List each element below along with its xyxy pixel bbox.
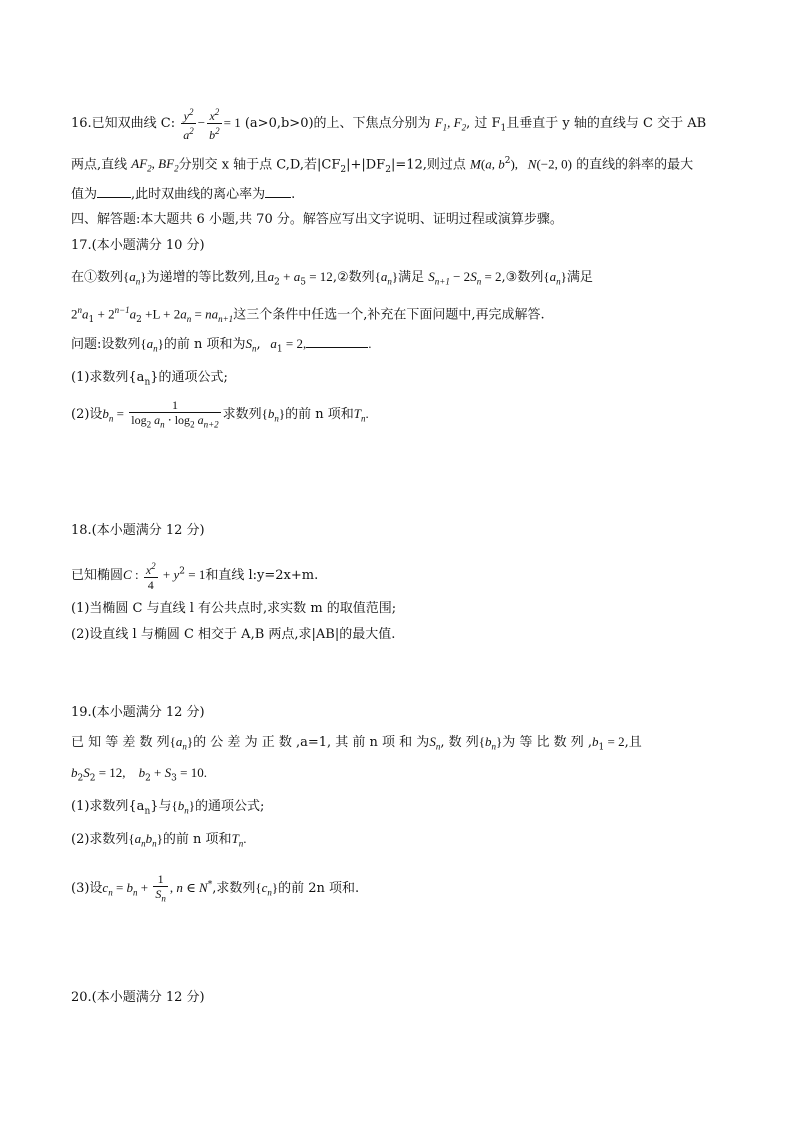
q16-line-1: 16.已知双曲线 C: $\frac{y^2}{a^2}$ − $\frac{x^2}{b^2}$ = 1 (a>0,b>0)的上、下焦点分别为 $F_1$, $F_2$, 过 $F_1$且垂直于 y 轴的直线与 C 交于 AB [71,107,707,142]
q19-text-e: ,且 [624,735,642,750]
q18-part-2: (2)设直线 l 与椭圆 C 相交于 A,B 两点,求|AB|的最大值. [71,627,396,642]
q18-title: 18.(本小题满分 12 分) [71,523,205,538]
q16-text-l2e: 的直线的斜率的最大 [576,157,694,173]
q16-text-l3c: . [291,187,296,202]
q16-intro: 16.已知双曲线 C: [71,116,176,131]
q17-line-1: 在①数列$\{a_n\}$为递增的等比数列,且$a_2 + a_5$ = 12,②数列$\{a_n\}$满足 $S_{n+1} - 2S_n$ = 2,③数列$\{a_n\}$满足 [71,269,593,288]
q18-text-a: 已知椭圆 [71,568,124,583]
q16-text-l3b: ,此时双曲线的离心率为 [131,187,266,202]
q17-p2-b: 求数列 [222,407,262,423]
q16-text-l2d: |=12,则过点 [390,157,466,173]
section-4-heading: 四、解答题:本大题共 6 小题,共 70 分。解答应写出文字说明、证明过程或演算步骤。 [71,212,563,227]
q19-part-3: (3)设$c_n = b_n$ + $\frac{1}{S_n}$ , n ∈ N*,求数列$\{c_n\}$的前 2n 项和. [71,872,360,904]
q19-title: 19.(本小题满分 12 分) [71,705,205,720]
q17-text-l3c: , [256,337,261,352]
q17-p1-a: (1)求数列{a [71,370,145,385]
q19-p3-c: 的前 2n 项和. [278,881,360,897]
fraction-y2-a2: $\frac{y^2}{a^2}$ [183,107,194,142]
q16-text-c: , 过 F [466,116,501,131]
q17-text-f: 满足 [566,270,593,285]
q19-p2-a: (2)求数列 [71,832,129,847]
q19-line-1: 已 知 等 差 数 列$\{a_n\}$的 公 差 为 正 数 ,a=1, 其 前 n 项 和 为$S_n$, 数 列$\{b_n\}$为 等 比 数 列 $,b_1 = 2$,且 [71,734,642,753]
q19-line-2: $b_2S_2 = 12$, $b_2 + S_3 = 10$. [71,765,207,784]
q19-p3-b: ,求数列 [212,881,256,897]
q17-text-e: ,③数列 [501,270,544,285]
q19-p2-b: 的前 n 项和 [162,832,232,847]
q16-text-l3a: 值为 [71,187,98,202]
q17-p2-c: 的前 n 项和 [285,407,354,423]
fraction-1-sn: $\frac{1}{S_n}$ [155,872,166,904]
q16-text-l2a: 两点,直线 [71,157,128,173]
q16-line-2: 两点,直线 $AF_2$, $BF_2$分别交 x 轴于点 C,D,若$|CF_2|+|DF_2|=12$,则过点 M(a, $b^2$), N(−2, 0) 的直线的斜率的最大 [71,156,694,175]
q18-line-1: 已知椭圆C : $\frac{x^2}{4}$ + $y^2 = 1$和直线 l:y=2x+m. [71,561,319,592]
q17-text-b: 为递增的等比数列,且 [146,270,268,285]
q18-text-b: 和直线 l:y=2x+m. [205,568,319,583]
q17-line-2: $2^na_1 + 2^{n-1}a_2 +L + 2a_n = na_{n+1}$这三个条件中任选一个,补充在下面问题中,再完成解答. [71,305,545,325]
q19-p3-a: (3)设 [71,881,103,897]
q16-text-d: 且垂直于 y 轴的直线与 C 交于 AB [506,116,707,131]
q16-text-l2c: |+|DF [346,157,386,173]
q17-p2-a: (2)设 [71,407,103,423]
q17-line-3: 问题:设数列$\{a_n\}$的前 n 项和为$S_n$, $a_1 = 2$, . [71,336,372,355]
q17-text-a: 在①数列 [71,270,124,285]
fraction-x2-4: $\frac{x^2}{4}$ [145,561,156,592]
q19-text-a: 已 知 等 差 数 列 [71,735,170,750]
q19-p1-a: (1)求数列{a [71,799,145,814]
q19-part-1: (1)求数列$\{a_n\}$与$\{b_n\}$的通项公式; [71,798,265,817]
q18-part-1: (1)当椭圆 C 与直线 l 有公共点时,求实数 m 的取值范围; [71,601,397,616]
fraction-x2-b2: $\frac{x^2}{b^2}$ [209,107,220,142]
formula-foci: $F_1$, $F_2$ [434,115,467,133]
q19-text-b: 的 公 差 为 正 数 ,a=1, 其 前 n 项 和 为 [193,735,430,750]
answer-blank-2[interactable] [265,197,291,198]
q20-title: 20.(本小题满分 12 分) [71,990,205,1005]
q17-p1-b: }的通项公式; [150,370,228,385]
q17-part-2: (2)设$b_n$ = $\frac{1}{\log_2 a_n \cdot \log_2 a_{n+2}}$ 求数列$\{b_n\}$的前 n 项和$T_n$. [71,398,369,430]
q16-line-3 [71,186,295,204]
q19-part-2: (2)求数列$\{a_nb_n\}$的前 n 项和$T_n$. [71,831,247,849]
q19-p1-c: 的通项公式; [195,799,265,814]
q17-part-1: (1)求数列$\{a_n\}$的通项公式; [71,370,228,388]
q19-text-d: 为 等 比 数 列 , [502,735,593,750]
condition-blank[interactable] [306,347,368,348]
q17-title: 17.(本小题满分 10 分) [71,238,205,253]
q17-text-d: 满足 [398,270,425,285]
formula-af2-bf2: $AF_2$, $BF_2$ [131,156,179,174]
formula-point-m: M [470,156,481,172]
fraction-bn-formula: $\frac{1}{\log_2 a_n \cdot \log_2 a_{n+2}}$ [131,398,219,430]
q17-text-l3b: 的前 n 项和为 [163,337,246,352]
q17-text-l3a: 问题:设数列 [71,337,141,352]
q19-p1-b: }与 [150,799,172,814]
answer-blank-1[interactable] [97,197,131,198]
q17-text-c: ,②数列 [332,270,375,285]
q16-condition: (a>0,b>0)的上、下焦点分别为 [244,116,431,131]
q16-text-l2b: 分别交 x 轴于点 C,D,若|CF [178,157,341,173]
q19-text-c: , 数 列 [440,735,479,750]
q17-text-l2b: 这三个条件中任选一个,补充在下面问题中,再完成解答. [233,307,545,323]
